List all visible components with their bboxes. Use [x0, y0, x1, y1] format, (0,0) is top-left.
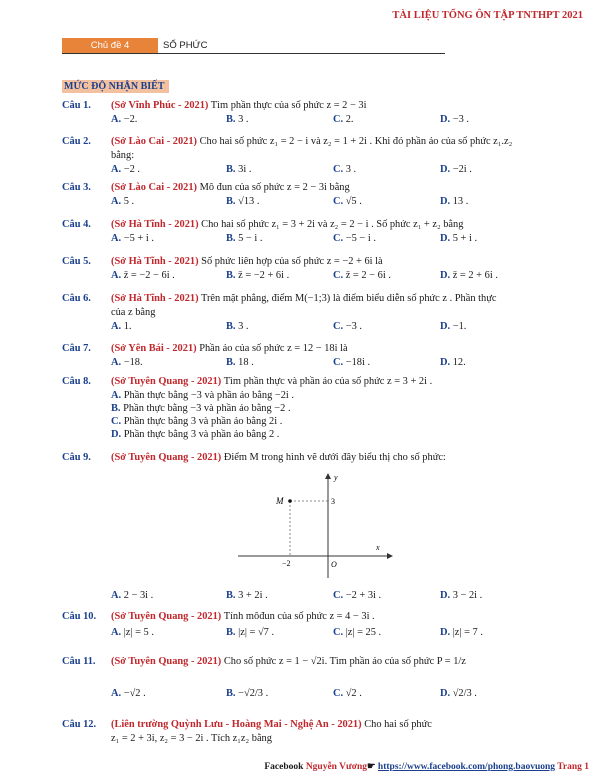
question-6: [62, 293, 562, 335]
option-a: A. −5 + i .: [111, 233, 154, 244]
option-d: D. z̄ = 2 + 6i .: [440, 270, 498, 281]
question-number: Câu 1.: [62, 100, 91, 111]
option-a: A. −√2 .: [111, 688, 146, 699]
option-b: B. √13 .: [226, 196, 260, 207]
option-c: C. Phần thực bằng 3 và phần ảo bằng 2i .: [111, 416, 283, 427]
option-a: A. −18.: [111, 357, 143, 368]
question-source: (Sở Lào Cai - 2021): [111, 182, 197, 193]
question-8: [62, 376, 562, 442]
question-source: (Sở Hà Tĩnh - 2021): [111, 219, 199, 230]
question-text: Cho hai số phức z₁ = 3 + 2i và z₂ = 2 − i . Số phức z₁ + z₂ bằng: [198, 219, 464, 230]
option-d: D. 12.: [440, 357, 466, 368]
tick-label-x: −2: [282, 559, 291, 568]
question-source: (Sở Tuyên Quang - 2021): [111, 376, 222, 387]
footer-author: Nguyễn Vương: [305, 762, 368, 772]
question-text: Cho số phức z = 1 − √2i. Tìm phần ảo của số phức P = 1/z: [221, 656, 466, 667]
label-origin: O: [331, 560, 337, 569]
question-number: Câu 7.: [62, 343, 91, 354]
chapter-rule: [62, 53, 445, 54]
question-text: Số phức liên hợp của số phức z = −2 + 6i là: [198, 256, 383, 267]
question-2: [62, 136, 562, 178]
question-number: Câu 11.: [62, 656, 96, 667]
question-9: [62, 452, 562, 466]
question-9-options: [62, 590, 562, 604]
label-m: M: [276, 496, 284, 506]
question-number: Câu 9.: [62, 452, 91, 463]
question-text: Cho hai số phức: [361, 719, 432, 730]
option-d: D. 5 + i .: [440, 233, 478, 244]
option-c: C. 2.: [333, 114, 354, 125]
label-x: x: [376, 543, 380, 552]
option-b: B. 5 − i .: [226, 233, 263, 244]
tick-label-y: 3: [331, 497, 335, 506]
option-c: C. −3 .: [333, 321, 362, 332]
difficulty-level-heading: MỨC ĐỘ NHẬN BIẾT: [62, 80, 169, 93]
question-source: (Sở Tuyên Quang - 2021): [111, 656, 222, 667]
option-c: C. −2 + 3i .: [333, 590, 382, 601]
option-a: A. |z| = 5 .: [111, 627, 154, 638]
question-number: Câu 3.: [62, 182, 91, 193]
question-12: [62, 719, 562, 747]
footer-facebook-link[interactable]: https://www.facebook.com/phong.baovuong: [377, 762, 556, 772]
option-b: B. −√2/3 .: [226, 688, 269, 699]
option-d: D. −3 .: [440, 114, 469, 125]
document-header-title: TÀI LIỆU TỔNG ÔN TẬP TNTHPT 2021: [392, 10, 583, 21]
question-source: (Liên trường Quỳnh Lưu - Hoàng Mai - Nghệ An - 2021): [111, 719, 362, 730]
question-text: Cho hai số phức z₁ = 2 − i và z₂ = 1 + 2i . Khi đó phần ảo của số phức z₁.z₂: [197, 136, 513, 147]
footer-page-number: Trang 1: [555, 762, 589, 772]
question-source: (Sở Yên Bái - 2021): [111, 343, 197, 354]
option-d: D. 3 − 2i .: [440, 590, 483, 601]
question-text: Trên mặt phẳng, điểm M(−1;3) là điểm biểu diễn số phức z . Phần thực: [198, 293, 497, 304]
question-number: Câu 4.: [62, 219, 91, 230]
option-b: B. z̄ = −2 + 6i .: [226, 270, 290, 281]
option-c: C. −5 − i .: [333, 233, 376, 244]
option-c: C. √2 .: [333, 688, 362, 699]
question-text-cont: z₁ = 2 + 3i, z₂ = 3 − 2i . Tích z₁z₂ bằng: [111, 733, 272, 744]
question-5: [62, 256, 562, 284]
complex-plane-figure: [230, 470, 400, 582]
question-4: [62, 219, 562, 247]
option-a: A. −2 .: [111, 164, 140, 175]
option-a: A. 2 − 3i .: [111, 590, 154, 601]
question-source: (Sở Hà Tĩnh - 2021): [111, 293, 199, 304]
option-a: A. 1.: [111, 321, 132, 332]
option-d: D. Phần thực bằng 3 và phần ảo bằng 2 .: [111, 429, 280, 440]
question-number: Câu 10.: [62, 611, 97, 622]
question-text: Tính môđun của số phức z = 4 − 3i .: [221, 611, 375, 622]
option-a: A. Phần thực bằng −3 và phần ảo bằng −2i .: [111, 390, 295, 401]
page-footer: [264, 761, 589, 772]
question-number: Câu 5.: [62, 256, 91, 267]
option-c: C. √5 .: [333, 196, 362, 207]
label-y: y: [334, 473, 338, 482]
question-number: Câu 8.: [62, 376, 91, 387]
option-c: C. z̄ = 2 − 6i .: [333, 270, 391, 281]
option-d: D. 13 .: [440, 196, 469, 207]
option-c: C. −18i .: [333, 357, 371, 368]
chapter-label: Chủ đề 4: [62, 38, 158, 53]
option-c: C. 3 .: [333, 164, 357, 175]
question-number: Câu 6.: [62, 293, 91, 304]
option-b: B. 3i .: [226, 164, 252, 175]
question-source: (Sở Tuyên Quang - 2021): [111, 452, 222, 463]
option-d: D. |z| = 7 .: [440, 627, 483, 638]
question-source: (Sở Tuyên Quang - 2021): [111, 611, 222, 622]
option-a: A. z̄ = −2 − 6i .: [111, 270, 175, 281]
pointing-hand-icon: ☛: [367, 762, 378, 772]
option-d: D. −2i .: [440, 164, 472, 175]
question-11: [62, 656, 562, 702]
question-1: [62, 100, 562, 128]
option-d: D. −1.: [440, 321, 467, 332]
question-source: (Sở Hà Tĩnh - 2021): [111, 256, 199, 267]
option-d: D. √2/3 .: [440, 688, 477, 699]
question-7: [62, 343, 562, 371]
question-10: [62, 611, 562, 641]
option-c: C. |z| = 25 .: [333, 627, 382, 638]
option-b: B. 3 .: [226, 321, 249, 332]
question-source: (Sở Lào Cai - 2021): [111, 136, 197, 147]
question-text: Tìm phần thực của số phức z = 2 − 3i: [208, 100, 367, 111]
question-text-cont: của z bằng: [111, 307, 156, 318]
option-b: B. Phần thực bằng −3 và phần ảo bằng −2 .: [111, 403, 291, 414]
question-text: Phần ảo của số phức z = 12 − 18i là: [196, 343, 348, 354]
question-text-cont: bằng:: [111, 150, 135, 161]
option-b: B. 3 .: [226, 114, 249, 125]
question-text: Điểm M trong hình vẽ dưới đây biểu thị cho số phức:: [221, 452, 446, 463]
question-text: Tìm phần thực và phần ảo của số phức z = 3 + 2i .: [221, 376, 433, 387]
question-number: Câu 12.: [62, 719, 97, 730]
point-m: [288, 499, 292, 503]
option-a: A. −2.: [111, 114, 138, 125]
question-3: [62, 182, 562, 210]
question-source: (Sở Vĩnh Phúc - 2021): [111, 100, 209, 111]
option-b: B. 3 + 2i .: [226, 590, 268, 601]
option-a: A. 5 .: [111, 196, 135, 207]
question-number: Câu 2.: [62, 136, 91, 147]
option-b: B. 18 .: [226, 357, 254, 368]
option-b: B. |z| = √7 .: [226, 627, 275, 638]
question-text: Mô đun của số phức z = 2 − 3i bằng: [197, 182, 350, 193]
footer-prefix: Facebook: [264, 762, 306, 772]
chapter-title: SỐ PHỨC: [163, 40, 208, 51]
